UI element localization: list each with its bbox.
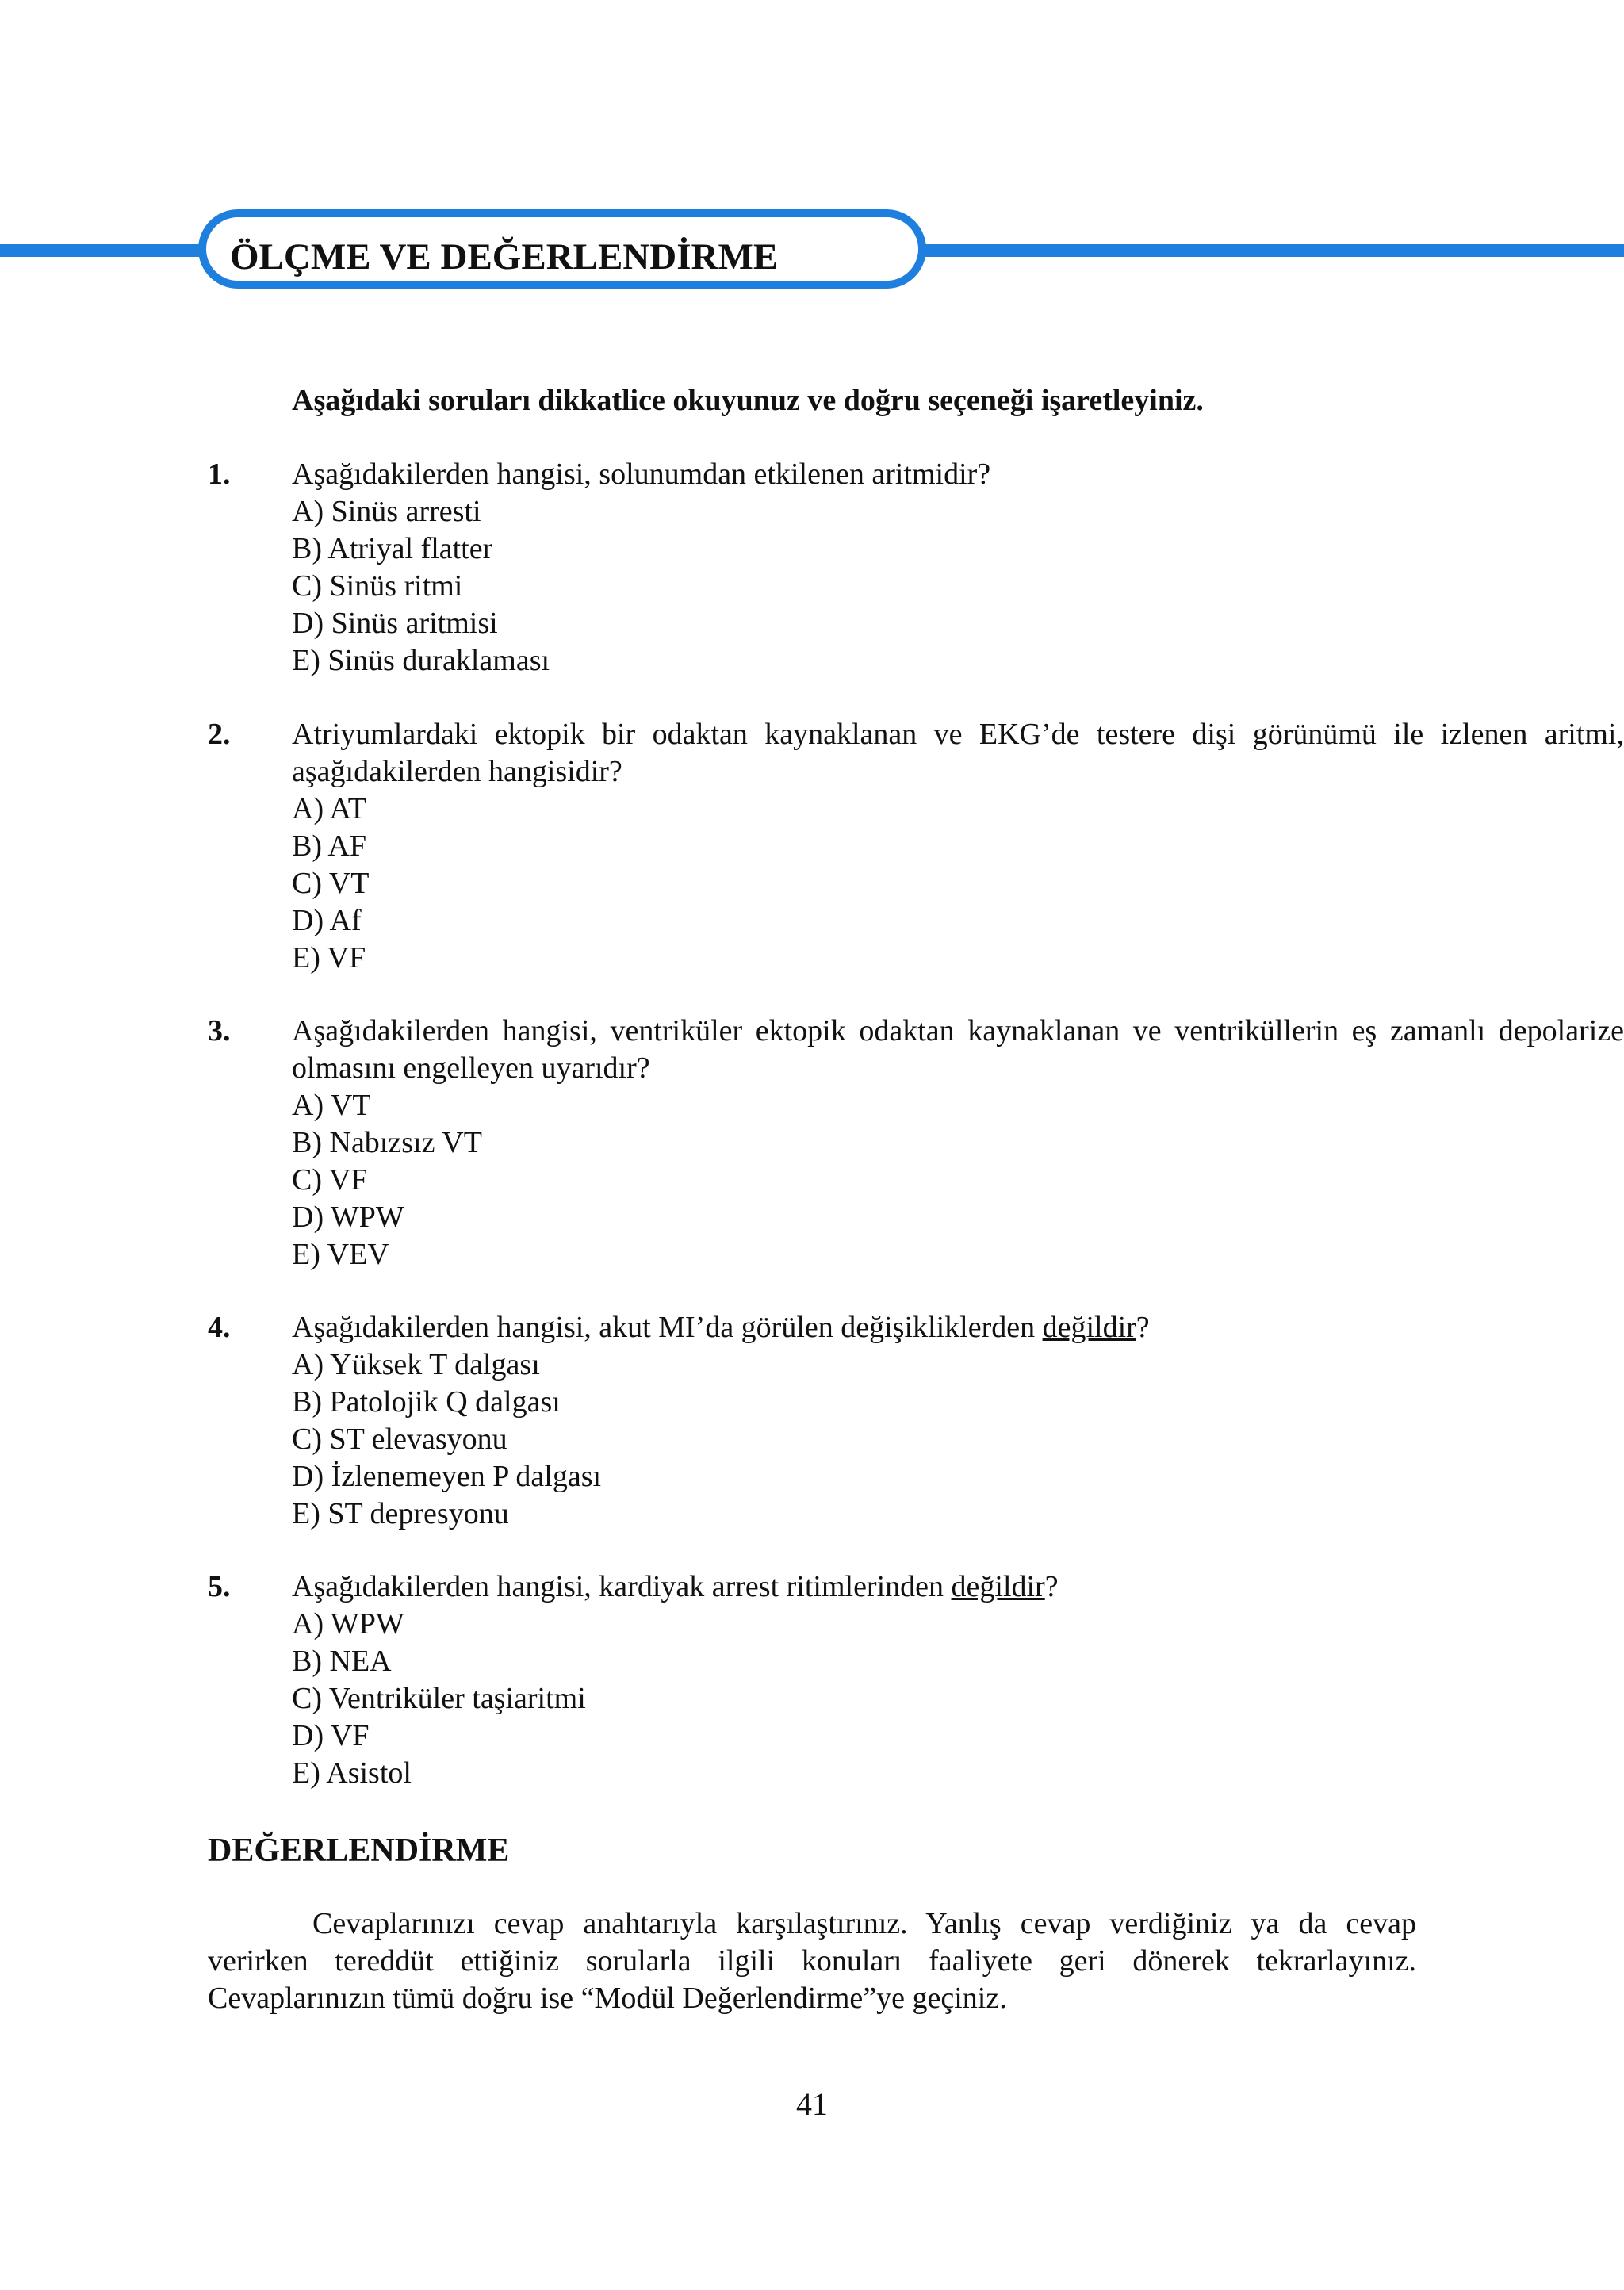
- question-number: 3.: [208, 1014, 231, 1047]
- evaluation-heading: DEĞERLENDİRME: [208, 1832, 510, 1869]
- question-number: 5.: [208, 1570, 231, 1603]
- evaluation-paragraph: Cevaplarınızı cevap anahtarıyla karşılaştırınız. Yanlış cevap verdiğiniz ya da cevap verirken tereddüt ettiğiniz sorularla ilgili konuları faaliyete geri dönerek tekrarlayınız. Cevaplarınızın tümü doğru ise “Modül Değerlendirme”ye geçiniz.: [208, 1907, 1416, 2015]
- instruction-text: Aşağıdaki soruları dikkatlice okuyunuz ve doğru seçeneği işaretleyiniz.: [292, 384, 1204, 417]
- page-number: 41: [796, 2086, 828, 2122]
- option-a: A) WPW: [292, 1607, 404, 1641]
- option-b: B) NEA: [292, 1645, 392, 1678]
- question-text: Atriyumlardaki ektopik bir odaktan kaynaklanan ve EKG’de testere dişi görünümü ile izlenen aritmi, aşağıdakilerden hangisidir?: [292, 718, 1624, 788]
- option-c: C) ST elevasyonu: [292, 1423, 508, 1456]
- option-a: A) Sinüs arresti: [292, 495, 481, 528]
- question-text: Aşağıdakilerden hangisi, solunumdan etkilenen aritmidir?: [292, 458, 991, 491]
- option-d: D) Af: [292, 904, 362, 937]
- option-a: A) VT: [292, 1089, 371, 1122]
- page-title: ÖLÇME VE DEĞERLENDİRME: [230, 236, 779, 278]
- option-d: D) Sinüs aritmisi: [292, 607, 498, 640]
- option-a: A) Yüksek T dalgası: [292, 1348, 540, 1381]
- option-c: C) Sinüs ritmi: [292, 569, 463, 603]
- option-b: B) Patolojik Q dalgası: [292, 1385, 561, 1419]
- option-b: B) AF: [292, 829, 366, 863]
- option-d: D) VF: [292, 1719, 370, 1752]
- option-d: D) İzlenemeyen P dalgası: [292, 1460, 602, 1493]
- option-a: A) AT: [292, 792, 366, 825]
- question-number: 1.: [208, 458, 231, 491]
- option-c: C) Ventriküler taşiaritmi: [292, 1682, 586, 1715]
- question-text: Aşağıdakilerden hangisi, ventriküler ektopik odaktan kaynaklanan ve ventriküllerin eş zamanlı depolarize olmasını engelleyen uyarıdır?: [292, 1014, 1624, 1085]
- question-number: 4.: [208, 1311, 231, 1344]
- option-e: E) ST depresyonu: [292, 1497, 509, 1530]
- option-e: E) VF: [292, 941, 366, 975]
- option-c: C) VT: [292, 867, 370, 900]
- option-d: D) WPW: [292, 1201, 404, 1234]
- option-e: E) Sinüs duraklaması: [292, 644, 550, 677]
- question-number: 2.: [208, 718, 231, 751]
- option-b: B) Atriyal flatter: [292, 532, 493, 565]
- question-text: Aşağıdakilerden hangisi, akut MI’da görülen değişikliklerden değildir?: [292, 1311, 1150, 1344]
- question-text: Aşağıdakilerden hangisi, kardiyak arrest ritimlerinden değildir?: [292, 1570, 1059, 1603]
- option-c: C) VF: [292, 1163, 368, 1197]
- option-e: E) Asistol: [292, 1756, 412, 1790]
- option-e: E) VEV: [292, 1238, 389, 1271]
- option-b: B) Nabızsız VT: [292, 1126, 482, 1159]
